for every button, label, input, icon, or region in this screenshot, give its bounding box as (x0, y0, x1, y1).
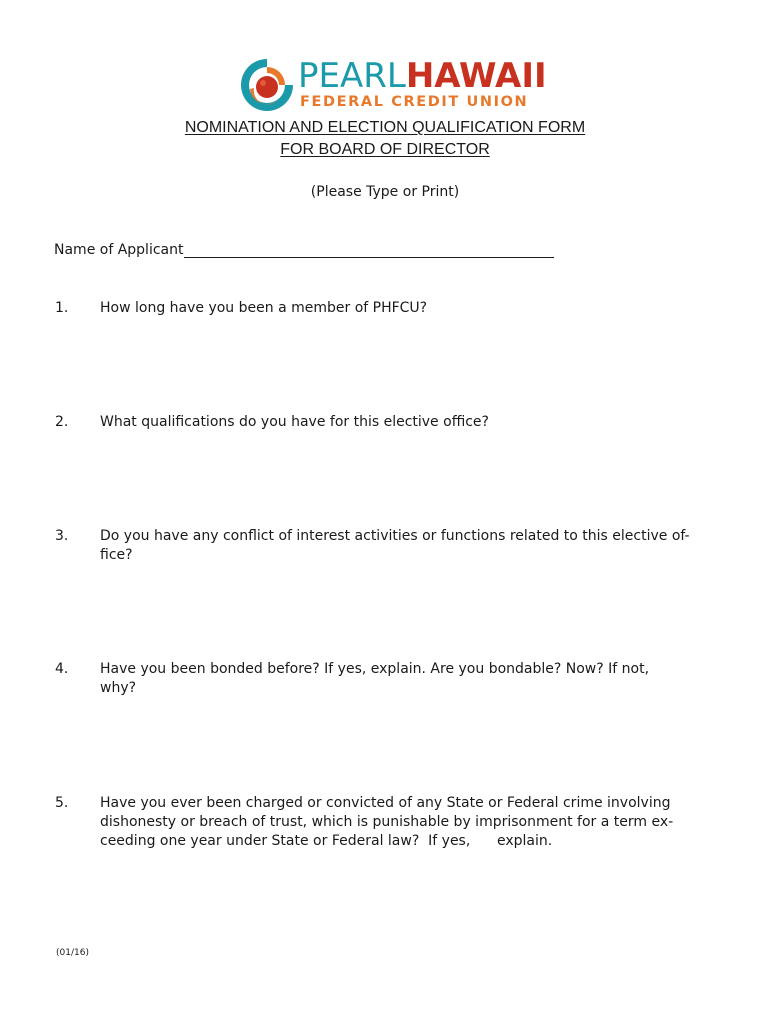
question-text (100, 660, 710, 698)
question-line: ceeding one year under State or Federal law? If yes, explain. (100, 833, 553, 849)
question-number: 3. (55, 528, 69, 544)
question-line: fice? (100, 547, 133, 563)
question-text (100, 299, 710, 318)
question-line: why? (100, 680, 137, 696)
question-line: dishonesty or breach of trust, which is punishable by imprisonment for a term ex- (100, 814, 674, 830)
pearl-hawaii-logo (238, 56, 547, 114)
question-number: 4. (55, 661, 69, 677)
logo-hawaii-text: HAWAII (405, 56, 547, 96)
logo-swirl-icon (238, 56, 296, 114)
question-line: Have you been bonded before? If yes, explain. Are you bondable? Now? If not, (100, 661, 650, 677)
logo-pearl-text: PEARL (298, 56, 406, 96)
form-instruction: (Please Type or Print) (310, 184, 460, 200)
question-text (100, 413, 710, 432)
question-line: What qualifications do you have for this elective office? (100, 414, 489, 430)
question-text (100, 794, 710, 851)
question-line: How long have you been a member of PHFCU? (100, 300, 428, 316)
question-text (100, 527, 710, 565)
logo-wordmark (298, 58, 547, 94)
question-number: 5. (55, 795, 69, 811)
applicant-name-field[interactable] (184, 241, 554, 258)
question-line: Do you have any conflict of interest activities or functions related to this elective of- (100, 528, 690, 544)
question-line: Have you ever been charged or convicted of any State or Federal crime involving (100, 795, 671, 811)
form-revision-code: (01/16) (56, 948, 89, 958)
applicant-name-row (54, 241, 554, 258)
form-title-line2: FOR BOARD OF DIRECTOR (280, 141, 490, 158)
logo-subtitle: FEDERAL CREDIT UNION (300, 94, 529, 110)
question-number: 2. (55, 414, 69, 430)
form-title-line1: NOMINATION AND ELECTION QUALIFICATION FORM (184, 119, 586, 136)
question-number: 1. (55, 300, 69, 316)
applicant-name-label: Name of Applicant (54, 242, 184, 258)
